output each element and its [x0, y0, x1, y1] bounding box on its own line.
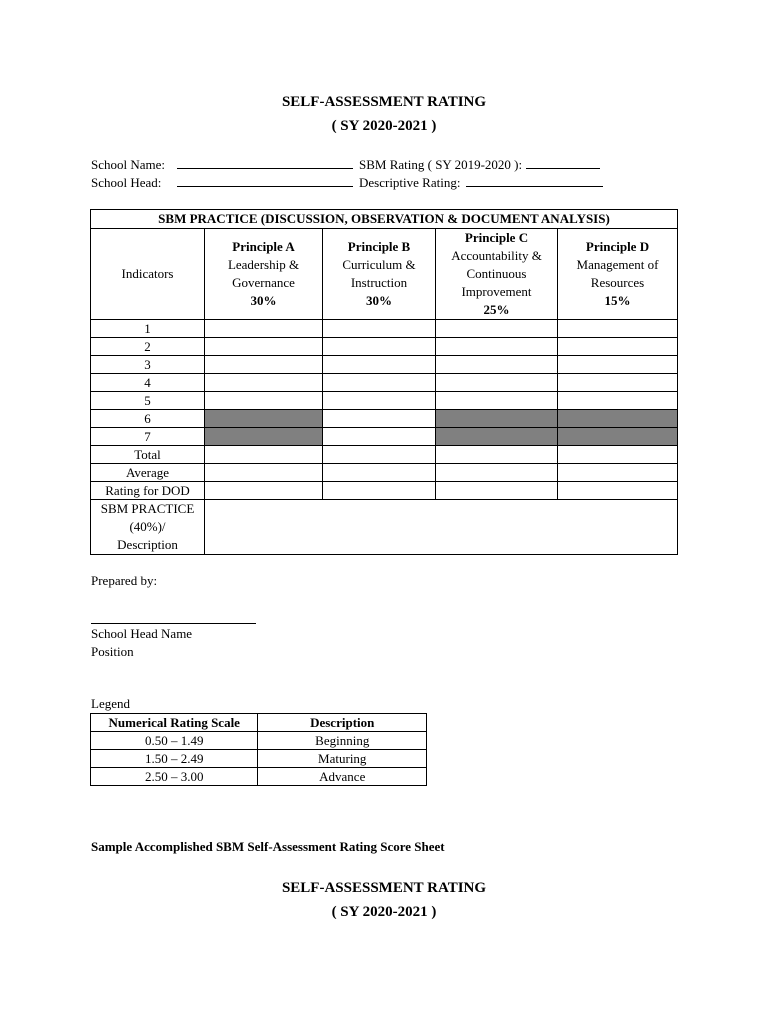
- school-name-blank[interactable]: [177, 156, 353, 169]
- page-title: SELF-ASSESSMENT RATING: [281, 94, 487, 110]
- score-cell[interactable]: [436, 374, 558, 392]
- table-row: [91, 410, 678, 428]
- signature-line[interactable]: [91, 623, 256, 624]
- sbm-rating-blank[interactable]: [526, 156, 600, 169]
- school-head-blank[interactable]: [177, 174, 353, 187]
- score-cell[interactable]: [558, 446, 678, 464]
- shaded-cell: [205, 428, 323, 446]
- row-label-line: (40%)/: [129, 519, 166, 534]
- table-row: [91, 500, 678, 555]
- table-row: [91, 338, 678, 356]
- table-row: [91, 374, 678, 392]
- score-cell[interactable]: [323, 410, 436, 428]
- sbm-rating-label: SBM Rating ( SY 2019-2020 ):: [359, 157, 523, 172]
- score-cell[interactable]: [323, 320, 436, 338]
- row-label: Rating for DOD: [91, 482, 205, 500]
- table-row: [91, 732, 427, 750]
- table-row: [91, 446, 678, 464]
- descriptive-rating-blank[interactable]: [466, 174, 603, 187]
- shaded-cell: [558, 410, 678, 428]
- prepared-by-label: Prepared by:: [91, 573, 158, 588]
- principle-desc: Management of: [576, 257, 659, 272]
- score-cell[interactable]: [205, 392, 323, 410]
- score-cell[interactable]: [205, 482, 323, 500]
- row-label: 2: [91, 338, 205, 356]
- table-row: [91, 320, 678, 338]
- score-cell[interactable]: [205, 464, 323, 482]
- principle-weight: 15%: [604, 293, 631, 308]
- page-subtitle-2: ( SY 2020-2021 ): [331, 904, 437, 920]
- score-cell[interactable]: [436, 482, 558, 500]
- shaded-cell: [205, 410, 323, 428]
- principle-c-header: [436, 229, 558, 320]
- row-label: 5: [91, 392, 205, 410]
- principle-a-header: [205, 229, 323, 320]
- score-cell[interactable]: [436, 320, 558, 338]
- shaded-cell: [436, 410, 558, 428]
- legend-scale: 2.50 – 3.00: [91, 768, 258, 786]
- principle-b-header: [323, 229, 436, 320]
- score-cell[interactable]: [436, 464, 558, 482]
- principle-desc: Accountability &: [451, 248, 542, 263]
- score-cell[interactable]: [205, 320, 323, 338]
- legend-col-header: Numerical Rating Scale: [91, 714, 258, 732]
- score-cell[interactable]: [436, 356, 558, 374]
- score-cell[interactable]: [436, 338, 558, 356]
- shaded-cell: [436, 428, 558, 446]
- score-cell[interactable]: [558, 356, 678, 374]
- score-cell[interactable]: [558, 320, 678, 338]
- score-cell[interactable]: [323, 428, 436, 446]
- legend-table: [90, 713, 427, 786]
- row-label-line: SBM PRACTICE: [100, 501, 195, 516]
- legend-scale: 0.50 – 1.49: [91, 732, 258, 750]
- description-cell[interactable]: [205, 500, 678, 555]
- principle-desc: Curriculum &: [342, 257, 416, 272]
- score-cell[interactable]: [323, 392, 436, 410]
- score-cell[interactable]: [323, 482, 436, 500]
- row-label: Average: [91, 464, 205, 482]
- score-cell[interactable]: [323, 464, 436, 482]
- school-head-name: School Head Name: [91, 626, 193, 641]
- score-cell[interactable]: [205, 356, 323, 374]
- score-cell[interactable]: [558, 464, 678, 482]
- principle-desc: Governance: [232, 275, 295, 290]
- legend-col-header: Description: [258, 714, 427, 732]
- page-subtitle: ( SY 2020-2021 ): [331, 118, 437, 134]
- row-label: Total: [91, 446, 205, 464]
- principle-weight: 25%: [483, 302, 510, 317]
- row-label-line: Description: [117, 537, 178, 552]
- score-cell[interactable]: [558, 374, 678, 392]
- row-label: 7: [91, 428, 205, 446]
- principle-weight: 30%: [366, 293, 392, 308]
- principle-weight: 30%: [250, 293, 277, 308]
- table-row: [91, 768, 427, 786]
- school-name-label: School Name:: [91, 157, 166, 172]
- descriptive-rating-label: Descriptive Rating:: [359, 175, 461, 190]
- legend-desc: Advance: [258, 768, 427, 786]
- page-title-2: SELF-ASSESSMENT RATING: [281, 880, 487, 896]
- score-cell[interactable]: [558, 482, 678, 500]
- principle-desc: Leadership &: [227, 257, 300, 272]
- score-cell[interactable]: [558, 338, 678, 356]
- table-row: [91, 482, 678, 500]
- legend-desc: Beginning: [258, 732, 427, 750]
- table-row: [91, 464, 678, 482]
- legend-scale: 1.50 – 2.49: [91, 750, 258, 768]
- score-cell[interactable]: [205, 338, 323, 356]
- principle-name: Principle B: [347, 239, 411, 254]
- sbm-practice-table: [90, 209, 678, 555]
- principle-name: Principle C: [464, 230, 529, 245]
- sample-caption: Sample Accomplished SBM Self-Assessment Rating Score Sheet: [91, 839, 445, 854]
- table-row: [91, 428, 678, 446]
- principle-name: Principle D: [585, 239, 650, 254]
- principle-desc: Resources: [590, 275, 645, 290]
- school-name-row: [91, 156, 600, 173]
- row-label: 1: [91, 320, 205, 338]
- principle-desc: Continuous: [466, 266, 527, 281]
- position-label: Position: [91, 644, 134, 659]
- score-cell[interactable]: [558, 392, 678, 410]
- row-label: [91, 500, 205, 555]
- score-cell[interactable]: [323, 356, 436, 374]
- score-cell[interactable]: [205, 374, 323, 392]
- table-row: [91, 392, 678, 410]
- principle-desc: Improvement: [461, 284, 532, 299]
- principle-name: Principle A: [232, 239, 295, 254]
- table-header: SBM PRACTICE (DISCUSSION, OBSERVATION & DOCUMENT ANALYSIS): [91, 210, 678, 229]
- table-row: [91, 356, 678, 374]
- legend-desc: Maturing: [258, 750, 427, 768]
- row-label: 4: [91, 374, 205, 392]
- score-cell[interactable]: [323, 338, 436, 356]
- row-label: 3: [91, 356, 205, 374]
- score-cell[interactable]: [436, 446, 558, 464]
- score-cell[interactable]: [323, 446, 436, 464]
- principle-desc: Instruction: [350, 275, 408, 290]
- score-cell[interactable]: [323, 374, 436, 392]
- table-row: [91, 750, 427, 768]
- indicators-header: Indicators: [91, 229, 205, 320]
- score-cell[interactable]: [205, 446, 323, 464]
- score-cell[interactable]: [436, 392, 558, 410]
- school-head-label: School Head:: [91, 175, 162, 190]
- shaded-cell: [558, 428, 678, 446]
- principle-d-header: [558, 229, 678, 320]
- school-head-row: [91, 174, 603, 191]
- row-label: 6: [91, 410, 205, 428]
- legend-label: Legend: [91, 696, 130, 711]
